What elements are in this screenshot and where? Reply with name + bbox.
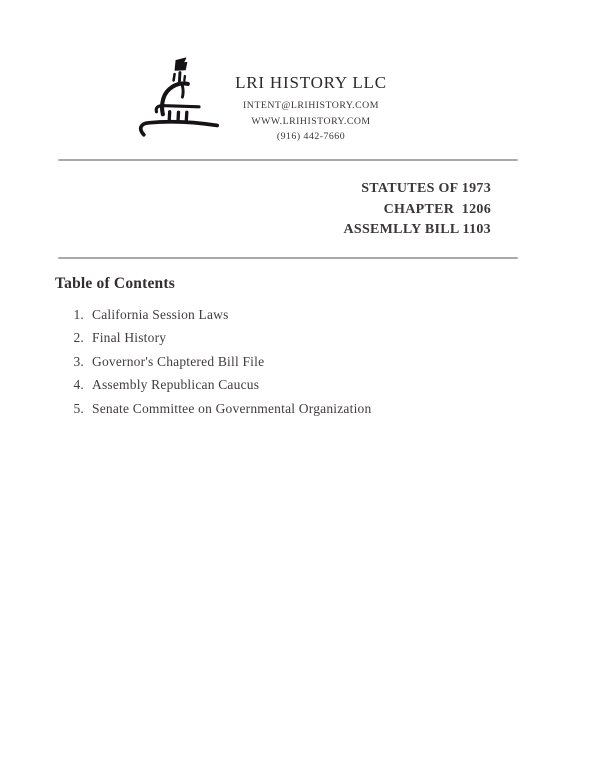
chapter-line: CHAPTER 1206 (383, 201, 491, 217)
toc-item-number: 4. (73, 377, 84, 393)
capitol-dome-sketch-icon (134, 54, 222, 148)
toc-item (62, 330, 522, 346)
company-website: WWW.LRIHISTORY.COM (251, 115, 371, 127)
toc-item-number: 2. (73, 330, 84, 346)
toc-list (62, 307, 522, 424)
company-phone: (916) 442-7660 (276, 131, 346, 142)
company-email: INTENT@LRIHISTORY.COM (243, 100, 379, 111)
toc-item-label: Governor's Chaptered Bill File (92, 353, 265, 369)
toc-item (62, 307, 522, 323)
toc-heading: Table of Contents (55, 275, 175, 292)
divider-rule-top (58, 159, 518, 161)
divider-rule-bottom (58, 257, 518, 259)
company-name: LRI HISTORY LLC (235, 73, 387, 92)
toc-item-label: California Session Laws (92, 307, 229, 322)
toc-item-number: 1. (73, 307, 84, 322)
toc-item-label: Assembly Republican Caucus (92, 377, 260, 393)
toc-item-number: 5. (73, 400, 84, 416)
toc-item (62, 354, 522, 370)
statute-reference-block (58, 179, 491, 241)
toc-item-number: 3. (73, 353, 84, 369)
toc-item (62, 377, 522, 393)
letterhead (221, 72, 401, 145)
toc-item (62, 401, 522, 417)
toc-item-label: Senate Committee on Governmental Organization (92, 400, 372, 416)
assembly-bill-line: ASSEMLLY BILL 1103 (343, 222, 491, 237)
statutes-line: STATUTES OF 1973 (361, 181, 491, 196)
capitol-dome-logo (134, 54, 222, 148)
toc-item-label: Final History (92, 330, 167, 346)
